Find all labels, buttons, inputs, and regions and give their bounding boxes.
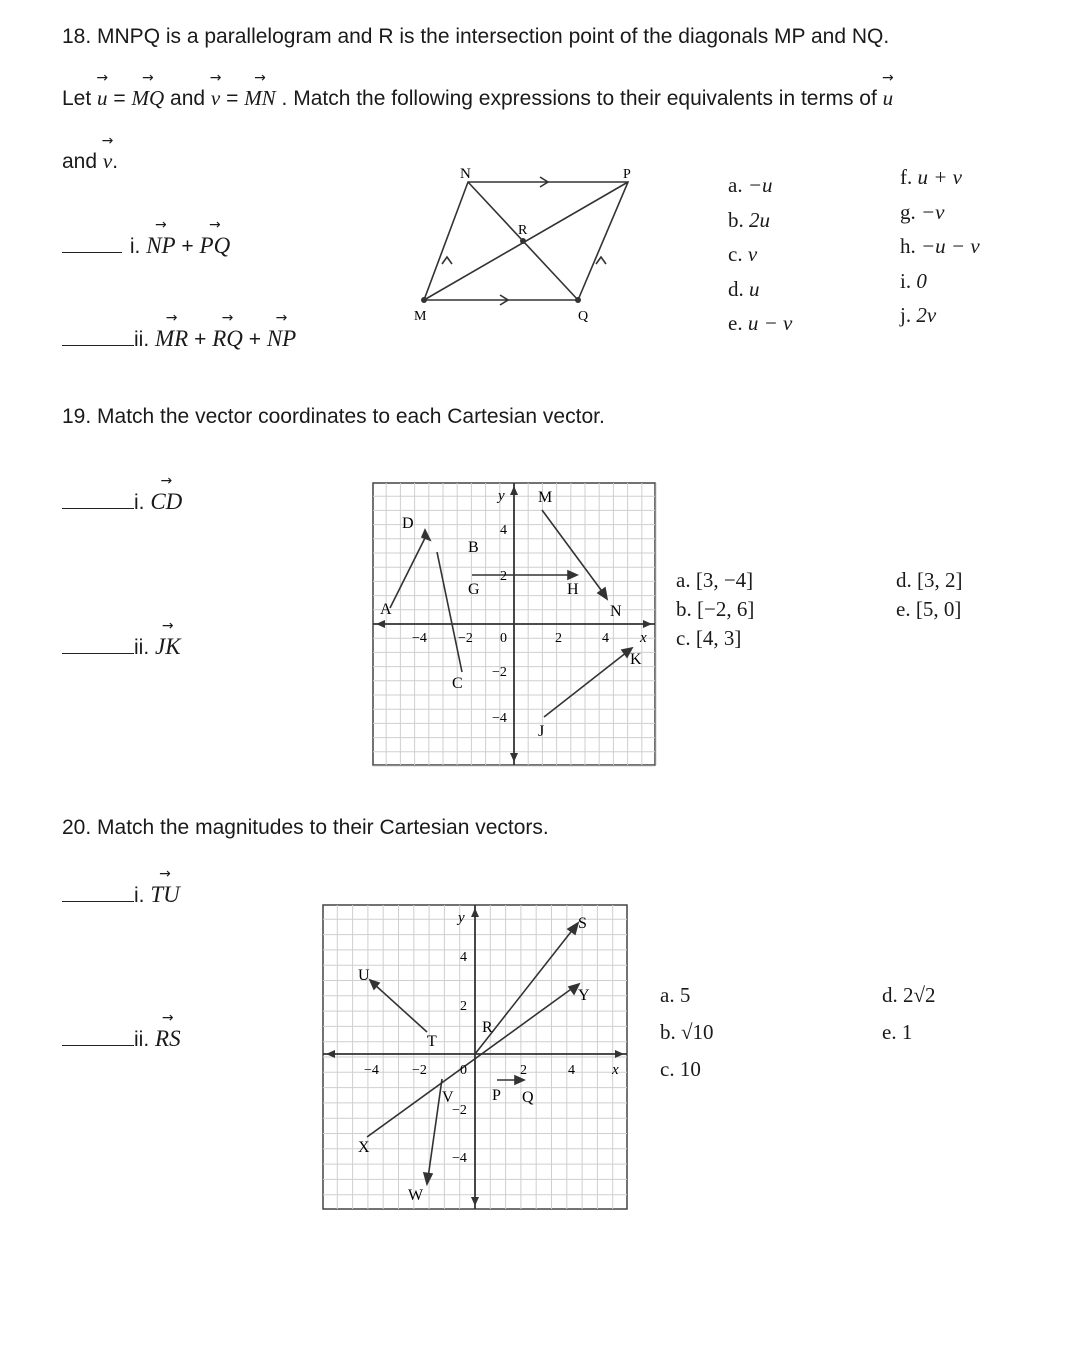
tick-y-neg2: −2	[452, 1103, 467, 1118]
vector-u: → u	[883, 86, 894, 111]
q18-choices-right	[900, 160, 980, 333]
label-b: B	[468, 539, 479, 556]
answer-blank[interactable]	[62, 252, 122, 253]
q18-and: and	[62, 150, 98, 173]
label-x: x	[640, 630, 647, 646]
vector-v: → v	[103, 149, 112, 174]
point-m	[421, 297, 427, 303]
choice-e: e. 1	[882, 1020, 913, 1044]
choice-a: a. 5	[660, 983, 691, 1007]
tick-y-4: 4	[500, 523, 507, 538]
q19-title: 19. Match the vector coordinates to each Cartesian vector.	[62, 405, 605, 428]
q19-choices-left	[676, 566, 754, 653]
choice-e: e. u − v	[728, 311, 793, 335]
tick-y-neg4: −4	[492, 711, 507, 726]
equals-sign: =	[113, 87, 126, 110]
vector-mr: → MR	[155, 326, 188, 352]
label-r: R	[518, 223, 528, 238]
label-y: y	[458, 910, 465, 926]
q19-item-i	[62, 489, 182, 515]
point-q	[575, 297, 581, 303]
q18-and: and	[170, 87, 206, 110]
tick-y-neg2: −2	[492, 665, 507, 680]
vector-rs: → RS	[155, 1026, 181, 1052]
answer-blank[interactable]	[62, 345, 134, 346]
answer-blank[interactable]	[62, 653, 134, 654]
arrow-qp	[596, 257, 606, 264]
vector-tu: → TU	[150, 882, 179, 908]
label-n: N	[610, 603, 622, 620]
label-g: G	[468, 581, 480, 598]
q18-choices-left	[728, 168, 792, 341]
q18-instructions-end	[62, 149, 118, 174]
q18-let: Let	[62, 87, 92, 110]
label-v: V	[442, 1089, 454, 1106]
item-label: ii.	[134, 1028, 150, 1051]
choice-e: e. [5, 0]	[896, 597, 962, 621]
q18-item-i	[62, 233, 230, 259]
tick-x-neg4: −4	[364, 1063, 379, 1078]
q20-item-ii	[62, 1026, 181, 1052]
q19-graph	[372, 482, 657, 767]
vector-np: → NP	[267, 326, 296, 352]
label-j: J	[538, 723, 545, 740]
label-r: R	[482, 1019, 493, 1036]
item-label: i.	[134, 884, 145, 907]
q20-choices-right	[882, 977, 936, 1051]
label-w: W	[408, 1187, 424, 1204]
parallelogram-figure	[400, 160, 660, 330]
label-d: D	[402, 515, 414, 532]
q19-item-ii	[62, 634, 181, 660]
label-s: S	[578, 915, 587, 932]
tick-x-2: 2	[520, 1063, 527, 1078]
item-label: i.	[129, 235, 141, 258]
label-h: H	[567, 581, 579, 598]
vector-u: → u	[97, 86, 108, 111]
equals-sign: =	[226, 87, 239, 110]
label-a: A	[380, 601, 392, 618]
answer-blank[interactable]	[62, 901, 134, 902]
label-q: Q	[522, 1089, 534, 1106]
q18-item-ii	[62, 326, 296, 352]
label-x: x	[612, 1062, 619, 1078]
choice-d: d. u	[728, 276, 760, 301]
tick-x-neg4: −4	[412, 631, 427, 646]
choice-d: d. 2√2	[882, 983, 936, 1007]
vector-mq: → MQ	[132, 86, 165, 111]
point-r	[520, 238, 526, 244]
label-m: M	[414, 309, 427, 324]
tick-y-2: 2	[460, 999, 467, 1014]
period: .	[112, 150, 119, 173]
q20-graph	[322, 904, 628, 1210]
label-c: C	[452, 675, 463, 692]
q20-choices-left	[660, 977, 714, 1088]
choice-b: b. √10	[660, 1020, 714, 1044]
choice-f: f. u + v	[900, 165, 962, 189]
choice-a: a. [3, −4]	[676, 568, 754, 592]
answer-blank[interactable]	[62, 1045, 134, 1046]
tick-y-4: 4	[460, 950, 467, 965]
tick-x-4: 4	[568, 1063, 575, 1078]
vector-pq: → PQ	[200, 233, 231, 259]
choice-i: i. 0	[900, 268, 927, 293]
label-y-point: Y	[578, 987, 590, 1004]
choice-b: b. 2u	[728, 207, 770, 232]
choice-d: d. [3, 2]	[896, 568, 963, 592]
tick-origin: 0	[460, 1063, 467, 1078]
tick-x-neg2: −2	[458, 631, 473, 646]
tick-y-neg4: −4	[452, 1151, 467, 1166]
choice-a: a. −u	[728, 173, 773, 197]
tick-origin: 0	[500, 631, 507, 646]
label-y: y	[498, 488, 505, 504]
q20-item-i	[62, 882, 180, 908]
item-label: i.	[134, 491, 145, 514]
choice-c: c. [4, 3]	[676, 626, 742, 650]
vector-rq: → RQ	[212, 326, 243, 352]
label-m: M	[538, 489, 553, 506]
item-label: ii.	[134, 636, 150, 659]
label-p: P	[623, 167, 631, 182]
choice-j: j. 2v	[900, 303, 937, 327]
vector-cd: → CD	[150, 489, 182, 515]
label-p: P	[492, 1087, 501, 1104]
label-x-point: X	[358, 1139, 370, 1156]
tick-x-2: 2	[555, 631, 562, 646]
choice-c: c. 10	[660, 1057, 701, 1081]
label-n: N	[460, 166, 471, 182]
vector-np: → NP	[146, 233, 175, 259]
q19-choices-right	[896, 566, 963, 624]
label-u: U	[358, 967, 370, 984]
choice-h: h. −u − v	[900, 234, 980, 258]
label-t: T	[427, 1033, 437, 1050]
plus-sign: +	[248, 328, 261, 351]
vector-mn: → MN	[244, 86, 276, 111]
q20-title: 20. Match the magnitudes to their Cartesian vectors.	[62, 816, 549, 839]
item-label: ii.	[134, 328, 150, 351]
answer-blank[interactable]	[62, 508, 134, 509]
arrow-mn	[442, 257, 452, 264]
choice-g: g. −v	[900, 199, 945, 224]
vector-jk: → JK	[155, 634, 181, 660]
plus-sign: +	[181, 235, 194, 258]
q18-instructions-rest: . Match the following expressions to their equivalents in terms of	[281, 87, 877, 110]
label-k: K	[630, 651, 642, 668]
plus-sign: +	[194, 328, 207, 351]
label-q: Q	[578, 309, 589, 324]
q18-instructions	[62, 86, 893, 111]
tick-y-2: 2	[500, 569, 507, 584]
q18-title: 18. MNPQ is a parallelogram and R is the intersection point of the diagonals MP and NQ.	[62, 25, 890, 48]
tick-x-neg2: −2	[412, 1063, 427, 1078]
choice-b: b. [−2, 6]	[676, 597, 755, 621]
vector-v: → v	[211, 86, 220, 111]
tick-x-4: 4	[602, 631, 609, 646]
choice-c: c. v	[728, 242, 758, 266]
